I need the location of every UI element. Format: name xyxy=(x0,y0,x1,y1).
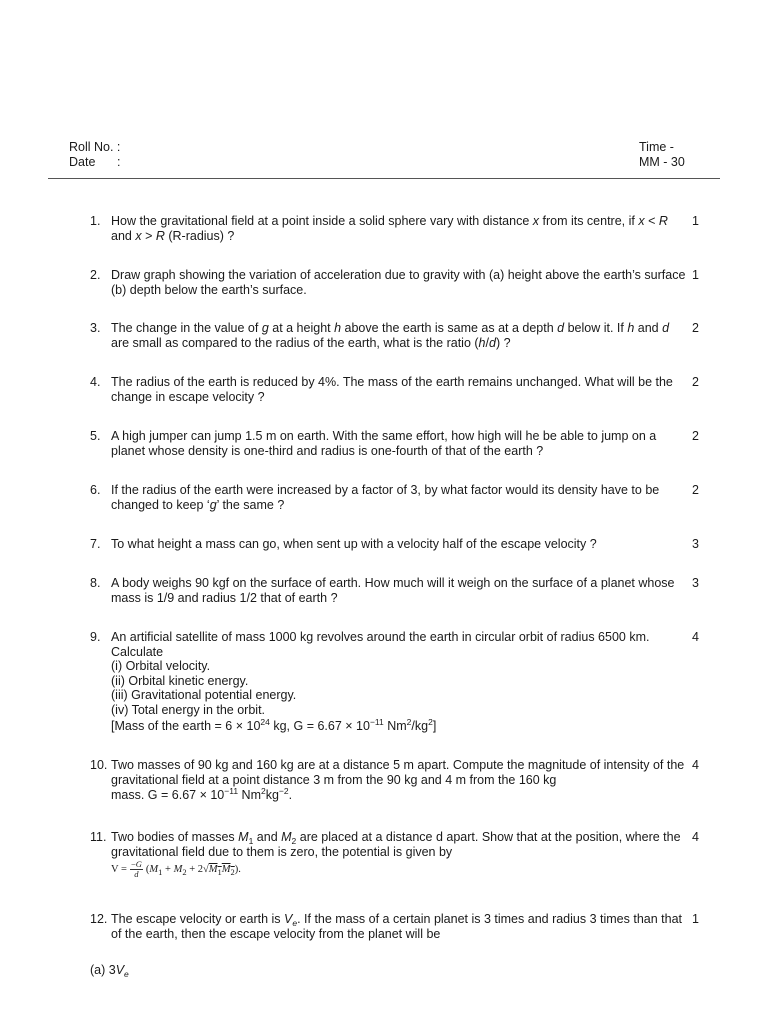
marks: 4 xyxy=(692,830,699,844)
question-3: 3. The change in the value of g at a height h above the earth is same as at a depth d below it. If h and d are small as compared to the radius of the earth, what is the ratio (h/d) ? 2 xyxy=(90,321,699,350)
question-text: The radius of the earth is reduced by 4%. The mass of the earth remains unchanged. What will be the change in escape velocity ? xyxy=(111,375,673,404)
question-text: How the gravitational field at a point inside a solid sphere vary with distance x from its centre, if x < R and x > R (R-radius) ? xyxy=(111,214,668,243)
sub-part: (ii) Orbital kinetic energy. xyxy=(111,673,249,688)
question-text: The escape velocity or earth is $V_e$. If the mass of a certain planet is 3 times and radius 3 times than that of the earth, then the escape velocity from the planet will be xyxy=(111,912,682,941)
header-left xyxy=(69,140,120,170)
question-6: 6. If the radius of the earth were increased by a factor of 3, by what factor would its density have to be changed to keep ‘g’ the same ? 2 xyxy=(90,483,699,512)
option-a: (a) $3V_e$ xyxy=(90,963,129,979)
question-2: 2. Draw graph showing the variation of acceleration due to gravity with (a) height above the earth’s surface (b) depth below the earth’s surface. 1 xyxy=(90,268,699,297)
potential-formula: V = $\frac{-G}{d}$ $(M_1 + M_2 + 2√M_1M_2)$. xyxy=(111,859,241,879)
marks: 3 xyxy=(692,576,699,590)
marks: 1 xyxy=(692,912,699,926)
question-7: 7. To what height a mass can go, when sent up with a velocity half of the escape velocity ? 3 xyxy=(90,537,699,551)
sub-part: (iv) Total energy in the orbit. xyxy=(111,702,266,717)
marks: 2 xyxy=(692,375,699,389)
marks: 2 xyxy=(692,429,699,443)
question-4: 4. The radius of the earth is reduced by 4%. The mass of the earth remains unchanged. What will be the change in escape velocity ? 2 xyxy=(90,375,699,404)
question-9: 9. An artificial satellite of mass 1000 kg revolves around the earth in circular orbit of radius 6500 km. Calculate (i) Orbital velocity. (ii) Orbital kinetic energy. (iii) Gravitational potential energy. (iv) Total energy in the orbit. [Mass of the earth = $6 \times 10^{24}$ kg, $G = 6.67 \times 10^{-11}$ $Nm^2/kg^2$] 4 xyxy=(90,630,699,733)
question-text: If the radius of the earth were increased by a factor of 3, by what factor would its density have to be changed to keep ‘g’ the same ? xyxy=(111,483,660,512)
question-text: A high jumper can jump 1.5 m on earth. With the same effort, how high will he be able to jump on a planet whose density is one-third and radius is one-fourth of that of the earth ? xyxy=(111,429,657,458)
question-5: 5. A high jumper can jump 1.5 m on earth. With the same effort, how high will he be able to jump on a planet whose density is one-third and radius is one-fourth of that of the earth ? 2 xyxy=(90,429,699,458)
question-10: 10. Two masses of 90 kg and 160 kg are at a distance 5 m apart. Compute the magnitude of intensity of the gravitational field at a point distance 3 m from the 90 kg and 4 m from the 160 kg mass. $G = 6.67 \times 10^{-11}$ $Nm^2kg^{-2}$. 4 xyxy=(90,758,699,802)
marks: 4 xyxy=(692,758,699,772)
question-text: To what height a mass can go, when sent up with a velocity half of the escape velocity ? xyxy=(111,537,597,551)
question-text: Draw graph showing the variation of acceleration due to gravity with (a) height above the earth’s surface (b) depth below the earth’s surface. xyxy=(111,268,686,297)
question-12: 12. The escape velocity or earth is $V_e$. If the mass of a certain planet is 3 times and radius 3 times than that of the earth, then the escape velocity from the planet will be 1 xyxy=(90,912,699,941)
question-text: Two bodies of masses $M_1$ and $M_2$ are placed at a distance d apart. Show that at the position, where the gravitational field due to them is zero, the potential is given by xyxy=(111,830,681,859)
roll-number-field: Roll No. : xyxy=(69,140,121,154)
question-11: 11. Two bodies of masses $M_1$ and $M_2$ are placed at a distance d apart. Show that at the position, where the gravitational field due to them is zero, the potential is given by V = $\frac{-G}{d}$ $(M_1 + M_2 + 2√M_1M_2)$. 4 xyxy=(90,830,699,879)
marks: 3 xyxy=(692,537,699,551)
time-field: Time - xyxy=(639,140,674,154)
marks: 4 xyxy=(692,630,699,644)
sub-part: (iii) Gravitational potential energy. xyxy=(111,688,297,702)
max-marks-field: MM - 30 xyxy=(639,155,685,169)
given-constants: mass. $G = 6.67 \times 10^{-11}$ $Nm^2kg^{-2}$. xyxy=(111,786,293,802)
question-1: 1. How the gravitational field at a point inside a solid sphere vary with distance x from its centre, if x < R and x > R (R-radius) ? 1 xyxy=(90,214,699,243)
marks: 1 xyxy=(692,214,699,228)
question-8: 8. A body weighs 90 kgf on the surface of earth. How much will it weigh on the surface of a planet whose mass is 1/9 and radius 1/2 that of earth ? 3 xyxy=(90,576,699,605)
question-text: An artificial satellite of mass 1000 kg revolves around the earth in circular orbit of radius 6500 km. Calculate xyxy=(111,630,650,659)
question-text: A body weighs 90 kgf on the surface of earth. How much will it weigh on the surface of a planet whose mass is 1/9 and radius 1/2 that of earth ? xyxy=(111,576,675,605)
header-divider xyxy=(48,178,720,179)
marks: 2 xyxy=(692,483,699,497)
question-text: Two masses of 90 kg and 160 kg are at a distance 5 m apart. Compute the magnitude of intensity of the gravitational field at a point distance 3 m from the 90 kg and 4 m from the 160 kg xyxy=(111,758,685,787)
marks: 1 xyxy=(692,268,699,282)
question-text: The change in the value of g at a height h above the earth is same as at a depth d below it. If h and d are small as compared to the radius of the earth, what is the ratio (h/d) ? xyxy=(111,321,670,350)
sub-part: (i) Orbital velocity. xyxy=(111,659,211,673)
marks: 2 xyxy=(692,321,699,335)
given-constants: [Mass of the earth = $6 \times 10^{24}$ kg, $G = 6.67 \times 10^{-11}$ $Nm^2/kg^2$] xyxy=(111,717,437,733)
date-field: Date : xyxy=(69,155,121,169)
header-right xyxy=(639,140,685,170)
